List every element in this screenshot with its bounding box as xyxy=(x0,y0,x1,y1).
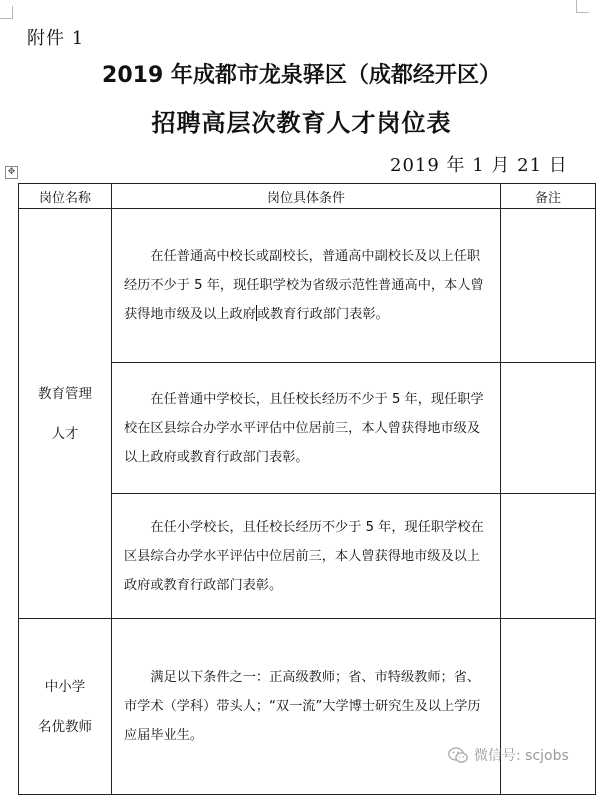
condition-text: 在任普通中学校长，且任校长经历不少于 5 年，现任职学校在区县综合办学水平评估中位居前三，本人曾获得地市级及以上政府或教育行政部门表彰。 xyxy=(124,391,484,465)
condition-cell[interactable] xyxy=(112,619,501,795)
crop-mark-top-left xyxy=(0,6,13,19)
condition-text: 在任小学校长，且任校长经历不少于 5 年，现任职学校在区县综合办学水平评估中位居前三，本人曾获得地市级及以上政府或教育行政部门表彰。 xyxy=(124,519,484,593)
condition-cell[interactable] xyxy=(112,363,501,494)
crop-mark-top-right xyxy=(576,0,589,13)
header-remarks: 备注 xyxy=(501,184,596,209)
wechat-icon xyxy=(448,747,468,764)
document-date: 2019 年 1 月 21 日 xyxy=(390,155,568,176)
attachment-label: 附件 1 xyxy=(27,28,85,49)
category-excellent-teachers xyxy=(19,619,112,795)
condition-text: 满足以下条件之一：正高级教师；省、市特级教师；省、市学术（学科）带头人；“双一流”大学博士研究生及以上学历应届毕业生。 xyxy=(124,670,481,743)
remark-cell[interactable] xyxy=(501,494,596,619)
condition-cell[interactable] xyxy=(112,494,501,619)
condition-text-part2: 或教育行政部门表彰。 xyxy=(256,307,389,322)
table-row xyxy=(19,209,596,363)
table-move-handle-icon[interactable]: ✥ xyxy=(5,166,18,179)
positions-table xyxy=(18,183,596,795)
table-row xyxy=(19,619,596,795)
watermark-text: 微信号: scjobs xyxy=(474,748,569,764)
watermark xyxy=(448,745,569,765)
condition-cell[interactable] xyxy=(112,209,501,363)
category-label-line1: 教育管理 xyxy=(38,385,92,402)
remark-cell[interactable] xyxy=(501,363,596,494)
condition-text xyxy=(124,242,488,329)
header-position-name: 岗位名称 xyxy=(19,184,112,209)
remark-cell[interactable] xyxy=(501,209,596,363)
category-label-line1: 中小学 xyxy=(44,678,86,695)
table-header-row xyxy=(19,184,596,209)
condition-text-part1: 在任普通高中校长或副校长，普通高中副校长及以上任职经历不少于 5 年，现任职学校为省级示范性普通高中，本人曾获得地市级及以上政府 xyxy=(124,249,484,322)
header-position-conditions: 岗位具体条件 xyxy=(112,184,501,209)
category-label-line2: 名优教师 xyxy=(38,718,92,735)
category-education-management xyxy=(19,209,112,619)
remark-cell[interactable] xyxy=(501,619,596,795)
document-title-line1: 2019 年成都市龙泉驿区（成都经开区） xyxy=(102,63,501,88)
document-title-line2: 招聘高层次教育人才岗位表 xyxy=(151,109,452,137)
category-label-line2: 人才 xyxy=(51,425,79,442)
